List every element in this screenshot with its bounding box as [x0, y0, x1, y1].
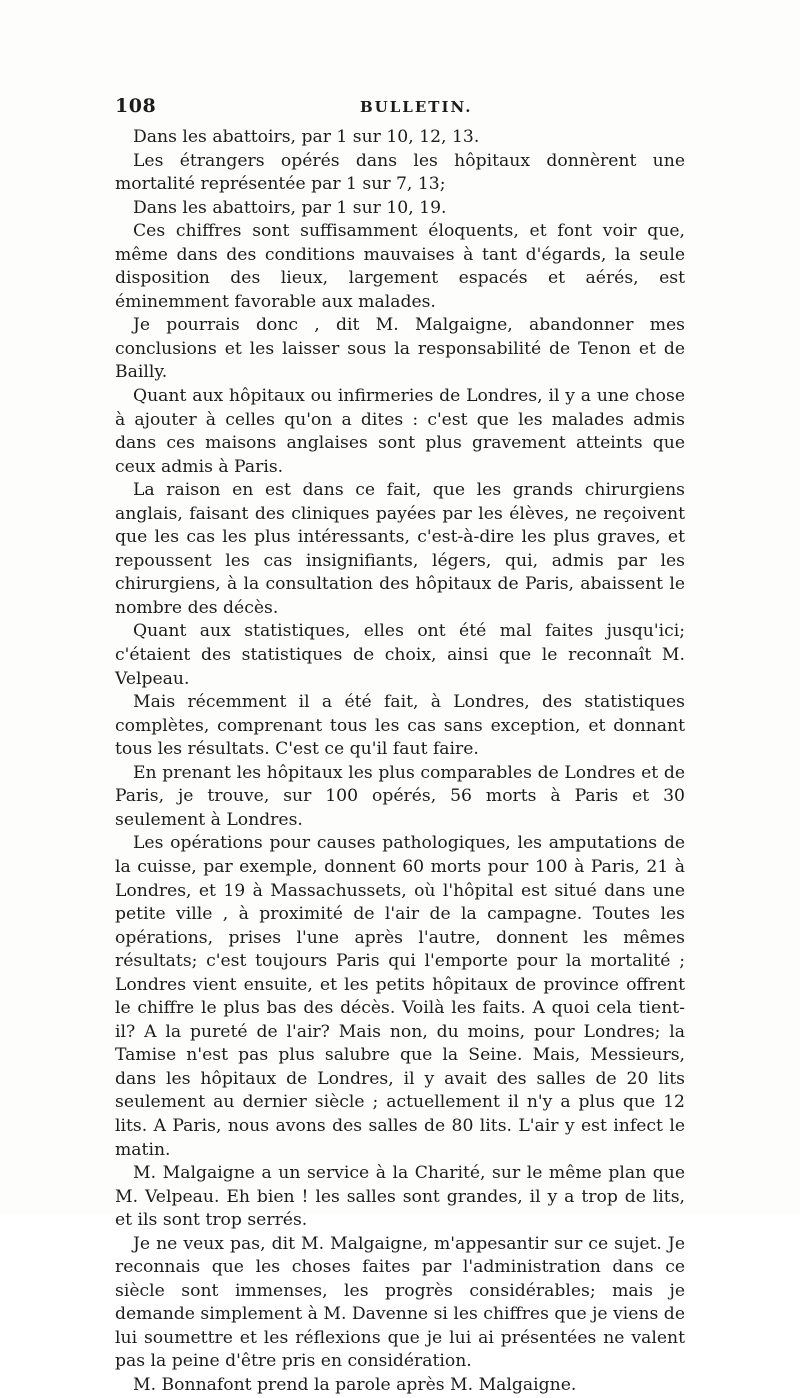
- paragraph: Quant aux statistiques, elles ont été mal faites jusqu'ici; c'étaient des statistiques de choix, ainsi que le reconnaît M. Velpeau.: [115, 621, 685, 689]
- paragraph: Les étrangers opérés dans les hôpitaux donnèrent une mortalité représentée par 1 sur 7, 13;: [115, 150, 685, 195]
- paragraph: En prenant les hôpitaux les plus comparables de Londres et de Paris, je trouve, sur 100 opérés, 56 morts à Paris et 30 seulement à Londres.: [115, 762, 685, 830]
- paragraph: Ces chiffres sont suffisamment éloquents, et font voir que, même dans des conditions mauvaises à tant d'égards, la seule disposition des lieux, largement espacés et aérés, est éminemment favorable aux malades.: [115, 221, 685, 312]
- paragraph: Je ne veux pas, dit M. Malgaigne, m'appesantir sur ce sujet. Je reconnais que les choses faites par l'administration dans ce siècle sont immenses, les progrès considérables; mais je demande simplement à M. Davenne si les chiffres que je viens de lui soumettre et les réflexions que je lui ai présentées ne valent pas la peine d'être pris en considération.: [115, 1233, 685, 1372]
- paragraph: Dans les abattoirs, par 1 sur 10, 19.: [133, 197, 447, 218]
- body-text: [115, 126, 685, 1398]
- paragraph: Mais récemment il a été fait, à Londres, des statistiques complètes, comprenant tous les cas sans exception, et donnant tous les résultats. C'est ce qu'il faut faire.: [115, 692, 685, 760]
- paragraph: M. Malgaigne a un service à la Charité, sur le même plan que M. Velpeau. Eh bien ! les salles sont grandes, il y a trop de lits, et ils sont trop serrés.: [115, 1163, 685, 1231]
- page-number: 108: [115, 95, 157, 117]
- paragraph: Dans les abattoirs, par 1 sur 10, 12, 13.: [133, 127, 480, 147]
- paragraph: Je pourrais donc , dit M. Malgaigne, abandonner mes conclusions et les laisser sous la responsabilité de Tenon et de Bailly.: [115, 315, 685, 383]
- paragraph: Quant aux hôpitaux ou infirmeries de Londres, il y a une chose à ajouter à celles qu'on a dites : c'est que les malades admis dans ces maisons anglaises sont plus gravement atteints que ceux admis à Paris.: [115, 386, 685, 477]
- paragraph: Les opérations pour causes pathologiques, les amputations de la cuisse, par exemple, donnent 60 morts pour 100 à Paris, 21 à Londres, et 19 à Massachussets, où l'hôpital est situé dans une petite ville , à proximité de l'air de la campagne. Toutes les opérations, prises l'une après l'autre, donnent les mêmes résultats; c'est toujours Paris qui l'emporte pour la mortalité ; Londres vient ensuite, et les petits hôpitaux de province offrent le chiffre le plus bas des décès. Voilà les faits. A quoi cela tient-il? A la pureté de l'air? Mais non, du moins, pour Londres; la Tamise n'est pas plus salubre que la Seine. Mais, Messieurs, dans les hôpitaux de Londres, il y avait des salles de 20 lits seulement au dernier siècle ; actuellement il n'y a plus que 12 lits. A Paris, nous avons des salles de 80 lits. L'air y est infect le matin.: [115, 833, 685, 1160]
- paragraph: M. Bonnafont prend la parole après M. Malgaigne.: [133, 1374, 577, 1395]
- running-title: BULLETIN.: [360, 98, 473, 116]
- page-header: [115, 95, 685, 123]
- paragraph: La raison en est dans ce fait, que les grands chirurgiens anglais, faisant des cliniques payées par les élèves, ne reçoivent que les cas les plus intéressants, c'est-à-dire les plus graves, et repoussent les cas insignifiants, légers, qui, admis par les chirurgiens, à la consultation des hôpitaux de Paris, abaissent le nombre des décès.: [115, 480, 685, 618]
